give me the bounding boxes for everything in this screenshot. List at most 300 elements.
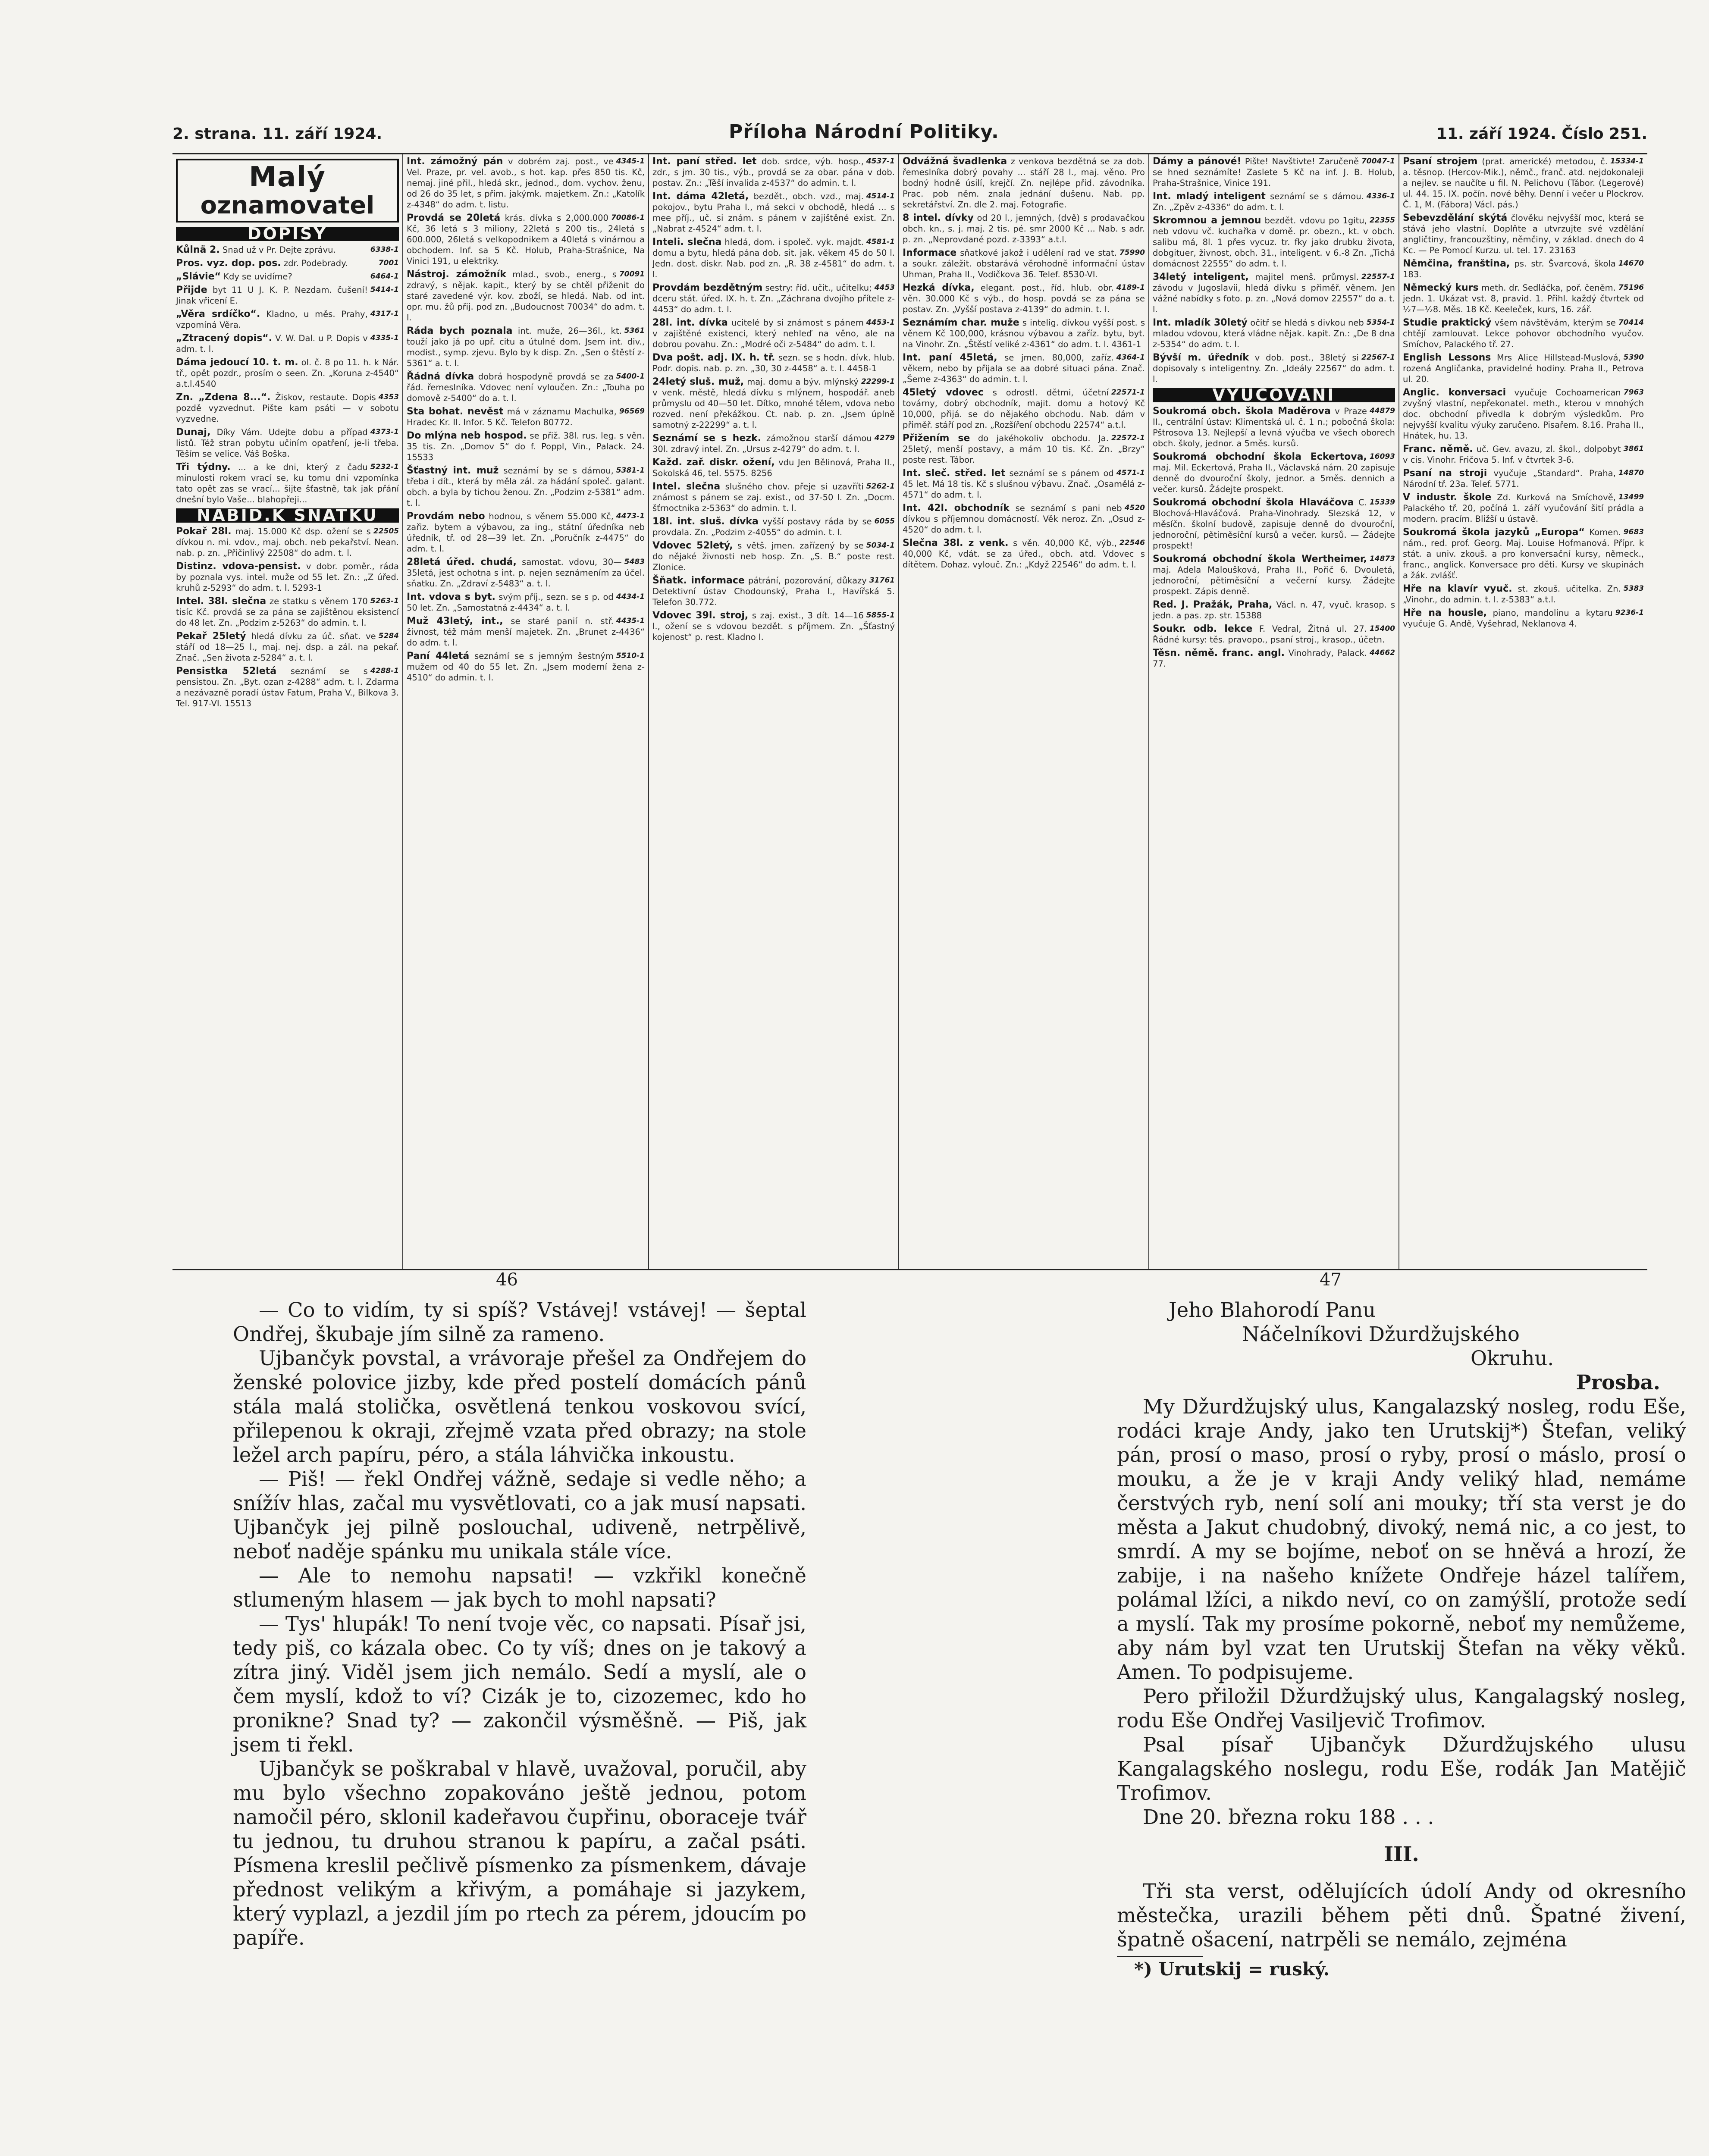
ad-text: elegant. post., říd. hlub. obr. věn. 30.000 Kč s výb., do hosp. povdá se za pána se postav. Zn. „Vyšší postava z-4139“ do admin. t. l. (903, 283, 1145, 314)
ad-text: seznámí se s jemným šestným mužem od 40 do 55 let. Zn. „Jsem moderní žena z-4510“ do admin. t. l. (407, 651, 645, 683)
ad-text: Vinohrady, Palack. 77. (1153, 648, 1367, 669)
ad-heading: Paní 44letá (407, 651, 470, 661)
ad-heading: Do mlýna neb hospod. (407, 430, 527, 441)
classified-ad (903, 248, 1145, 280)
ad-code: 13499 (1618, 493, 1644, 501)
story-paragraph: — Ale to nemohu napsati! — vzkřikl konečně stlumeným hlasem — jak bych to mohl napsati? (233, 1564, 806, 1611)
classified-ad (903, 317, 1145, 350)
classified-ad (903, 387, 1145, 430)
ad-text: v dob. post., 38letý si dopisovaly s inteligentny. Zn. „Ideály 22567“ do adm. t. l. (1153, 353, 1395, 384)
classified-ad (1403, 492, 1644, 524)
ads-column-1 (172, 154, 403, 1269)
ad-code: 75990 (1119, 248, 1145, 257)
ad-text: Žiskov, restaute. Dopis pozdě vyzvednut. Pište kam psáti — v sobotu vyzvedne. (176, 392, 399, 424)
ads-column-4 (899, 154, 1149, 1269)
ad-heading: Skromnou a jemnou (1153, 215, 1261, 226)
ad-code: 5483 (624, 558, 645, 566)
ad-code: 22299-1 (861, 377, 895, 386)
classified-ad (1153, 497, 1395, 551)
classified-ad (903, 213, 1145, 245)
ad-text: dob. srdce, výb. hosp., zdr., s jm. 30 tis., výb., provdá se za obar. pána v dob. postav. Zn.: „Těší invalida z-4537“ do admin. t. l. (652, 157, 895, 188)
ad-text: v dobr. poměr., ráda by poznala vys. intel. muže od 55 let. Zn.: „Z úřed. kruhů z-5293“ do adm. t. l. 5293-1 (176, 561, 399, 593)
classified-ad (176, 561, 399, 593)
ad-text: s intelig. dívkou vyšší post. s věnem Kč 100,000, krásnou výbavou a zaříz. bytu, byt. na Vinohr. Zn. „Štěstí veliké z-4361“ do adm. t. l. 4361-1 (903, 318, 1145, 349)
classified-ad (652, 352, 895, 374)
ad-heading: Inteli. slečna (652, 237, 722, 248)
classified-ad (176, 357, 399, 389)
ad-code: 6055 (874, 517, 895, 526)
ad-code: 5381-1 (616, 466, 645, 475)
classified-ad (1403, 213, 1644, 256)
ad-text: vdu Jen Bělinová, Praha II., Sokolská 46, tel. 5575. 8256 (652, 458, 895, 478)
ads-column-6 (1399, 154, 1647, 1269)
letter-date: Dne 20. března roku 188 . . . (1143, 1805, 1434, 1829)
classified-ad (1153, 352, 1395, 385)
ad-code: 5354-1 (1366, 318, 1395, 327)
classified-ad (903, 503, 1145, 535)
ad-code: 22355 (1369, 216, 1395, 225)
classified-ad (407, 269, 645, 323)
ads-column-2 (403, 154, 649, 1269)
ad-code: 16093 (1369, 452, 1395, 461)
ad-text: maj. Adela Maloušková, Praha II., Pořič 6. Dvouletá, jednoroční, pětiměsíční a večerní kursy. Žádejte prospekt. Zápis denně. (1153, 565, 1395, 596)
classified-ad (176, 631, 399, 663)
chapter-heading: III. (1384, 1842, 1419, 1866)
classified-ad (1153, 406, 1395, 449)
ad-text: V. W. Dal. u P. Dopis v adm. t. l. (176, 333, 368, 354)
classified-ad (1153, 554, 1395, 597)
ad-heading: Provdá se 20letá (407, 213, 501, 223)
letter-address-1: Jeho Blahorodí Panu (1169, 1298, 1376, 1322)
ad-heading: Slečna 38l. z venk. (903, 538, 1009, 548)
ad-text: se přiž. 38l. rus. leg. s věn. 35 tis. Zn. „Domov 5“ do f. Poppl, Vin., Palack. 24. 15533 (407, 431, 645, 462)
ad-code: 5383 (1623, 584, 1644, 593)
page-number-right: 47 (1320, 1270, 1342, 1290)
ad-text: krás. dívka s 2,000.000 Kč, 36 letá s 3 miliony, 22letá s 200 tis., 24letá s 600.000, 26letá s velkopodnikem a 40letá s vinárnou a obchodem. Inf. sa 5 Kč. Holub, Praha-Strašnice, Na Vinici 191, u elektriky. (407, 213, 645, 266)
classified-ad (1153, 191, 1395, 213)
classified-ad (1153, 624, 1395, 645)
classified-ad (1153, 599, 1395, 621)
ad-heading: Kůlnä 2. (176, 244, 220, 255)
section-vyucovani: VYUČOVÁNÍ (1153, 388, 1395, 402)
ad-code: 4473-1 (616, 512, 645, 520)
ad-code: 4434-1 (616, 592, 645, 601)
ad-heading: Dunaj, (176, 427, 211, 438)
ad-code: 4189-1 (1116, 283, 1145, 292)
ads-column-3 (649, 154, 899, 1269)
ad-heading: 18l. int. sluš. dívka (652, 516, 759, 527)
story-paragraph: — Co to vidím, ty si spíš? Vstávej! vstávej! — šeptal Ondřej, škubaje jím silně za rameno. (233, 1298, 806, 1346)
ad-code: 15339 (1369, 498, 1395, 507)
ad-text: svým příj., sezn. se s p. od 50 let. Zn. „Samostatná z-4434“ a. t. l. (407, 592, 614, 613)
classified-ad (1153, 156, 1395, 188)
classified-ad (407, 326, 645, 369)
ad-text: samostat. vdovu, 30—35letá, jest ochotna s int. p. nejen seznámením za účel. sňatku. Zn. „Zdraví z-5483“ a. t. l. (407, 557, 645, 589)
classified-ad (1403, 444, 1644, 465)
ad-heading: Každ. zař. diskr. ožení, (652, 457, 775, 468)
masthead-line1: Malý (249, 161, 326, 193)
ad-heading: „Slávie“ (176, 271, 221, 282)
ad-code: 4317-1 (370, 310, 399, 318)
classified-ad (652, 191, 895, 234)
ad-text: pátrání, pozorování, důkazy Detektivní ústav Chodounský, Praha I., Havířská 5. Telefon 30.772. (652, 576, 895, 607)
letter-body: My Džurdžujský ulus, Kangalazský nosleg, rodu Eše, rodáci kraje Andy, jako ten Urutskij*) Štefan, veliký pán, prosí o maso, prosí o ryby, prosí o máslo, prosí o mouku, a že je v kraji Andy veliký hlad, nemáme čerstvých ryb, není solí ani mouky; tří sta verst je do města a Jakut chudobný, divoký, nemá nic, a co jest, to smrdí. A my se bojíme, neboť on se hněvá a hrozí, že zabije, i na našeho knížete Ondřeje házel talířem, polámal lžíci, a nikdo neví, co on zamýšlí, protože sedí a myslí. Tak my prosíme pokorně, neboť my nemůžeme, aby nám byl vzat ten Urutskij Štefan na věky věků. Amen. To podpisujeme. (1117, 1395, 1686, 1684)
classified-ad (1403, 583, 1644, 605)
ad-code: 22546 (1119, 539, 1145, 547)
ad-text: se staré panií n. stř. živnost, též mám menší majetek. Zn. „Brunet z-4436“ do adm. t. l. (407, 616, 645, 648)
ad-code: 5390 (1623, 353, 1644, 362)
ad-text: Snad už v Pr. Dejte zprávu. (222, 245, 336, 255)
classified-ad (903, 352, 1145, 385)
ad-heading: English Lessons (1403, 352, 1491, 363)
classified-ad (652, 457, 895, 479)
ad-text: ... a ke dni, který z čadu minulosti rokem vrací se, ku tomu dni vzpomínka tato opět zas se vrací... šijte šťastně, tak jak přání dnešní bylo Vaše... blahopřeji... (176, 462, 399, 505)
ad-code: 6338-1 (370, 245, 399, 254)
classified-ad (903, 433, 1145, 465)
classified-ad (652, 610, 895, 642)
ad-heading: Šťastný int. muž (407, 465, 499, 476)
ad-code: 5284 (378, 632, 399, 640)
ad-heading: Psaní na stroji (1403, 468, 1487, 479)
ads-list-5 (1153, 156, 1395, 669)
ad-code: 4373-1 (370, 428, 399, 436)
ad-code: 4435-1 (616, 617, 645, 625)
ad-heading: Int. paní střed. let (652, 156, 757, 167)
ad-text: ol. č. 8 po 11. h. k Nár. tř., opět pozdr., prosím o seen. Zn. „Koruna z-4540“ a.t.l.4540 (176, 357, 399, 389)
ad-text: majitel menš. průmysl. závodu v Jugoslavii, hledá dívku s přiměř. věnem. Jen vážné nabídky s foto. p. zn. „Nová domov 22557“ do a. t. l. (1153, 272, 1395, 314)
ad-text: maj. Mil. Eckertová, Praha II., Václavská nám. 20 zapisuje denně do dvouroční školy, jednor. a 5měs. dennich a večer. kursů. Žádejte prospekt. (1153, 463, 1395, 494)
ad-heading: Int. dáma 42letá, (652, 191, 749, 202)
page-number-left: 46 (496, 1270, 518, 1290)
classified-ad (407, 616, 645, 648)
ad-text: byt 11 U J. K. P. Nezdam. čušení! Jinak vřicení E. (176, 285, 368, 306)
ad-code: 5510-1 (616, 652, 645, 660)
ad-heading: Intel. 38l. slečna (176, 596, 267, 607)
ad-text: bezdět. vdovu po 1gitu, neb vdovu vč. kuchařka v domě. pr. obezn., kt. v obch. salibu má, 8l. 1 přes vycuz. tr. fky jako drubku života, dobgituer, živnost, obch. 31., inteligent. v 6.-8 Zn. „Tichá domácnost 22555“ do adm. t. l. (1153, 216, 1395, 269)
ad-text: Kladno, u měs. Prahy, vzpomíná Věra. (176, 309, 368, 330)
ad-code: 75196 (1618, 283, 1644, 292)
ad-heading: Soukromá obch. škola Maděrova (1153, 406, 1331, 417)
classified-ad (1153, 317, 1395, 350)
ad-heading: Provdám bezdětným (652, 282, 763, 293)
ad-text: maj. 15.000 Kč dsp. ožení se s dívkou n. mi. vdov., maj. obch. neb pekařství. Nean. nab. p. zn. „Přičinlivý 22508“ do adm. t. l. (176, 526, 399, 558)
classified-ad (652, 575, 895, 608)
ad-text: sestry: říd. učit., učitelku; dceru stát. úřed. IX. h. t. Zn. „Záchrana dvojího přítele z-4453“ do adm. t. l. (652, 283, 895, 314)
letter-address-3: Okruhu. (1471, 1347, 1554, 1370)
classified-ad (407, 651, 645, 683)
ad-heading: V industr. škole (1403, 492, 1492, 503)
ad-text: maj. domu a býv. mlýnský v venk. městě, hledá dívku s mlýnem, hospodář. aneb průmyslu od 40—50 let. Dítko, mnohé tělem, vdova nebo rozved. není překážkou. Ct. nab. p. zn. „Jsem úplně samotný z-22299“ a. t. l. (652, 377, 895, 430)
ad-heading: Anglic. konversaci (1403, 387, 1506, 398)
ad-heading: Hezká dívka, (903, 282, 975, 293)
ad-text: Komen. nám., red. prof. Georg. Maj. Louise Hofmanová. Přípr. k stát. a univ. zkouš. a pro konversační kursy, německ., franc., anglick. Konversace pro děti. Kursy ve skupinách a žák. zvlášť. (1403, 527, 1644, 580)
ad-text: seznámí by se s dámou, třeba i dít., která by měla zál. za hádání společ. galant. obch. a byla by tichou ženou. Zn. „Podzim z-5381“ adm. t. l. (407, 466, 645, 508)
ad-heading: Vdovec 52letý, (652, 540, 733, 551)
ad-heading: Sebevzdělání skýtá (1403, 213, 1508, 223)
classified-ad (1403, 317, 1644, 350)
ad-text: Kdy se uvidíme? (223, 272, 292, 282)
classified-ad (1153, 451, 1395, 495)
ad-text: s větš. jmen. zařízený by se do nějaké živnosti neb hosp. Zn. „S. B.“ poste rest. Zlonice. (652, 541, 895, 572)
section-dopisy: DOPISY (176, 227, 399, 241)
footnote: *) Urutskij = ruský. (1134, 1959, 1330, 1980)
classified-ad (1403, 608, 1644, 629)
letter-address-2: Náčelníkovi Džurdžujského (1242, 1322, 1520, 1346)
ad-code: 4335-1 (370, 334, 399, 342)
classified-ad (176, 309, 399, 330)
classified-ad (1153, 215, 1395, 269)
classified-ad (1153, 272, 1395, 315)
ad-text: do jakéhokoliv obchodu. Ja. 25letý, menší postavy, a mám 10 tis. Kč. Zn. „Brzy“ poste rest. Tábor. (903, 433, 1145, 465)
ad-heading: „Věra srdíčko“. (176, 309, 260, 320)
ad-heading: Franc. němě. (1403, 444, 1473, 454)
classified-ad (176, 392, 399, 424)
ad-heading: Pokař 28l. (176, 526, 232, 537)
ad-text: vyučuje „Standard“. Praha, Národní tř. 23a. Telef. 5771. (1403, 468, 1616, 489)
ad-text: má v záznamu Machulka, Hradec Kr. II. Infor. 5 Kč. Telefon 80772. (407, 407, 617, 427)
ad-text: mlad., svob., energ., s zdravý, s nějak. kapit., který by se chtěl přiženit do staré zavedené výr. kov. zboží, se hledá. Nab. od int. opr. mu. žů přij. pod zn. „Budoucnost 70034“ do adm. t. l. (407, 270, 645, 323)
ad-heading: 28l. int. dívka (652, 317, 728, 328)
ad-text: zámožnou starší dámou 30l. zdravý intel. Zn. „Ursus z-4279“ do adm. t. l. (652, 433, 872, 454)
ad-text: zdr. Podebrady. (283, 258, 348, 268)
ad-heading: 45letý vdovec (903, 387, 984, 398)
ad-code: 4453 (874, 283, 895, 292)
ad-text: ze statku s věnem 170 tisíc Kč. provdá se za pána se zajištěnou eksistencí do 48 let. Zn. „Podzim z-5263“ do admin. t. l. (176, 596, 399, 628)
ad-code: 22571-1 (1111, 388, 1145, 397)
header-right: 11. září 1924. Číslo 251. (1436, 125, 1647, 143)
ad-text: Zd. Kurková na Smíchově, Palackého tř. 20, počíná 1. září vyučování šití prádla a modern. pracím. Bližší u ústavě. (1403, 492, 1644, 524)
ad-text: hledá, dom. i společ. vyk. majdt. domu a bytu, hledá pána dob. sit. jak. věkem 45 do 50 l. Jedn. dost. diskr. Nab. pod zn. „R. 38 z-4581“ do adm. t. l. (652, 237, 895, 279)
ad-heading: Int. sleč. střed. let (903, 468, 1006, 479)
classified-ad (652, 433, 895, 454)
ad-code: 22572-1 (1111, 434, 1145, 442)
ad-code: 14873 (1369, 555, 1395, 563)
classified-ad (407, 406, 645, 428)
ad-code: 5400-1 (616, 372, 645, 381)
ad-code: 5361 (624, 326, 645, 335)
ad-heading: Tři týdny. (176, 462, 231, 473)
ad-code: 44879 (1369, 407, 1395, 415)
ad-text: C. Blochová-Hlaváčová. Praha-Vinohrady. Slezská 12, v měsíčn. školní budově, zapisuje denně do dvouroční, jednoroční, pětiměsíční kursů a večer. kursů. — Žádejte prospekt! (1153, 498, 1395, 551)
classified-ad (1403, 352, 1644, 385)
classified-ad (1403, 468, 1644, 489)
ad-code: 5414-1 (370, 285, 399, 294)
ad-text: Mrs Alice Hillstead-Muslová, rozená Angličanka, pravidelné hodiny. Praha II., Petrova ul. 20. (1403, 353, 1644, 384)
ad-text: int. muže, 26—36l., kt. touží jako já po upř. citu a útulné dom. Jsem int. div., modist., symp. zjevu. Bylo by k disp. Zn. „Sen o štěstí z-5361“ a. t. l. (407, 326, 645, 368)
ad-text: seznámí se s dámou. Zn. „Zpěv z-4336“ do adm. t. l. (1153, 191, 1364, 212)
classified-ad (176, 244, 399, 255)
ad-text: hledá dívku za úč. sňat. ve stáří od 18—25 l., maj. nej. dsp. a zál. na pekař. Znač. „Sen života z-5284“ a. t. l. (176, 631, 399, 663)
ad-heading: Řádná dívka (407, 371, 474, 382)
ad-text: Díky Vám. Udejte dobu a případ listů. Též stran pobytu učiním opatření, je-li třeba. Těším se velice. Váš Boška. (176, 427, 399, 459)
header-left: 2. strana. 11. září 1924. (172, 125, 383, 143)
ads-list-2 (407, 156, 645, 683)
classified-ad (407, 371, 645, 404)
ad-code: 44662 (1369, 649, 1395, 657)
ad-heading: Pros. vyz. dop. pos. (176, 258, 281, 269)
ad-text: ps. str. Švarcová, škola 183. (1403, 259, 1616, 279)
ad-text: meth. dr. Sedláčka, poř. čeněm. jedn. 1. Ukázat vst. 8, pravid. 1. Přihl. každý čtvrtek od ½7—½8. Měs. 18 Kč. Keeleček, kurs, 16. zář. (1403, 283, 1644, 314)
classified-ad (407, 465, 645, 508)
ad-heading: Soukromá škola jazyků „Europa“ (1403, 527, 1585, 538)
ad-heading: Němčina, franština, (1403, 258, 1510, 269)
ad-text: sezn. se s hodn. dívk. hlub. Podr. dopis. nab. p. zn. „30, 30 z-4458“ a. t. l. 4458-1 (652, 353, 895, 373)
classified-ad (652, 376, 895, 430)
ad-heading: Pekař 25letý (176, 631, 246, 642)
ad-text: bezdět., obch. vzd., maj. pokojov., bytu Praha I., má sekci v obchodě, hledá ... s mee příj., uč. si znám. s pánem v zajištěné exist. Zn. „Nabrat z-4524“ adm. t. l. (652, 191, 895, 234)
ad-code: 22557-1 (1361, 273, 1395, 281)
ad-code: 14670 (1618, 259, 1644, 268)
ad-code: 4520 (1124, 504, 1145, 512)
classified-ad (407, 557, 645, 589)
ad-heading: Studie praktický (1403, 317, 1492, 328)
ad-code: 4364-1 (1116, 353, 1145, 362)
ad-text: (prat. americké) metodou, č. a. těsnop. (Hercov-Mik.), němč., franč. atd. nejdokonaleji a nejlev. se naučíte u fil. N. Pelichovu (Tábor. (Legerové) ul. 44. 15. IX. počín. nové běhy. Denní i večer u Plockrov. Č. 1, M. (Fábora) Václ. pás.) (1403, 157, 1644, 210)
classified-ad (176, 333, 399, 354)
header-center: Příloha Národní Politiky. (729, 121, 999, 143)
classified-ad (652, 282, 895, 315)
ad-code: 4345-1 (616, 157, 645, 166)
ad-text: v Praze II., centrální ústav: Klimentská ul. č. 1 n.; pobočná škola: Pštrosova 13. Nejlepší a levná výučba ve všech oborech obch. školy, jednor. a 5měs. kursů. (1153, 406, 1395, 448)
ads-list-1 (176, 244, 399, 709)
ad-heading: „Ztracený dopis“. (176, 333, 273, 344)
ad-code: 4288-1 (370, 667, 399, 675)
ad-code: 15400 (1369, 624, 1395, 633)
classified-ad (1153, 648, 1395, 669)
ad-text: st. zkouš. učitelka. Zn. „Vinohr., do admin. t. l. z-5383“ a.t.l. (1403, 584, 1621, 605)
ad-text: dobrá hospodyně provdá se za řád. řemeslníka. Vdovec není vyloučen. Zn.: „Touha po domově z-5400“ do a. t. l. (407, 372, 645, 403)
ad-heading: Int. paní 45letá, (903, 352, 997, 363)
ad-text: seznámí se s pensistou. Zn. „Byt. ozan z-4288“ adm. t. l. Zdarma a nezávazně poradí ústav Fatum, Praha V., Bilkova 3. Tel. 917-VI. 15513 (176, 666, 399, 708)
ad-code: 70414 (1618, 318, 1644, 327)
classified-ad (903, 538, 1145, 570)
ad-heading: 24letý sluš. muž, (652, 376, 744, 387)
ad-heading: Šňatk. informace (652, 575, 745, 586)
ad-heading: Hře na klavír vyuč. (1403, 583, 1512, 594)
story-right (1117, 1298, 1686, 1981)
ad-code: 5034-1 (866, 541, 895, 550)
story-paragraph: — Piš! — řekl Ondřej vážně, sedaje si vedle něho; a snížív hlas, začal mu vysvětlovati, co a jak musí napsati. Ujbančyk jej pilně poslouchal, udiveně, netrpělivě, neboť naděje spánku mu unikala stále více. (233, 1467, 806, 1563)
ad-heading: Zn. „Zdena 8...“. (176, 392, 271, 403)
ad-heading: Int. zámožný pán (407, 156, 503, 167)
ads-column-5 (1149, 154, 1399, 1269)
ad-heading: Int. mladý inteligent (1153, 191, 1266, 202)
ad-text: slušného chov. přeje si uzavříti známost s pánem se zaj. exist., od 37-50 l. Zn. „Docm. šťrnoctnika z-5363“ do admin. t. l. (652, 482, 895, 513)
ad-heading: Dáma jedoucí 10. t. m. (176, 357, 298, 368)
ad-code: 15334-1 (1610, 157, 1644, 166)
ad-heading: 8 intel. dívky (903, 213, 974, 223)
ad-code: 14870 (1618, 469, 1644, 477)
ad-heading: Soukromá obchodní škola Hlaváčova (1153, 497, 1354, 508)
classified-ad (407, 430, 645, 463)
ad-code: 7001 (378, 259, 399, 267)
ad-heading: Přijde (176, 285, 207, 295)
ad-heading: Int. 42l. obchodník (903, 503, 1010, 514)
ad-code: 5855-1 (866, 611, 895, 620)
page-header (172, 116, 1647, 151)
story-paragraph: Ujbančyk povstal, a vrávoraje přešel za Ondřejem do ženské polovice jizby, kde před postelí domácích pánů stála malá stolička, osvětlená tenkou voskovou svící, přilepenou k okraji, zřejmě vzata před obrazy; na stole ležel arch papíru, péro, a stála láhvička inkoustu. (233, 1347, 806, 1467)
ad-text: seznámí se s pánem od 45 let. Má 18 tis. Kč s slušnou výbavu. Znač. „Osamělá z-4571“ do adm. t. l. (903, 468, 1145, 500)
classified-ad (903, 282, 1145, 315)
classified-ad (176, 427, 399, 459)
ad-text: sňatkové jakož i udělení rad ve stat. a soukr. záležit. obstarává věrohodně informační ústav Uhman, Praha II., Vodičkova 36. Telef. 8530-VI. (903, 248, 1145, 279)
classified-ad (176, 666, 399, 709)
ad-heading: Odvážná švadlenka (903, 156, 1007, 167)
ad-heading: Intel. slečna (652, 481, 721, 492)
ad-heading: Německý kurs (1403, 282, 1479, 293)
ad-code: 9683 (1623, 528, 1644, 536)
ad-text: s věn. 40,000 Kč, výb., 40,000 Kč, vdát. se za úřed., obch. atd. Vdovec s dítětem. Dohaz. vylouč. Zn.: „Když 22546“ do adm. t. l. (903, 538, 1145, 570)
ads-list-6 (1403, 156, 1644, 629)
masthead-line2: oznamovatel (200, 191, 375, 219)
ad-text: očitř se hledá s divkou neb mladou vdovou, která vládne nějak. kapit. Zn.: „De 8 dna z-5354“ do adm. t. l. (1153, 318, 1395, 349)
ad-heading: Psaní strojem (1403, 156, 1478, 167)
ad-heading: Soukr. odb. lekce (1153, 624, 1253, 634)
classified-ad (1403, 156, 1644, 210)
ad-heading: Vdovec 39l. stroj, (652, 610, 749, 621)
ad-code: 4336-1 (1366, 192, 1395, 201)
classified-ad (176, 258, 399, 269)
classified-ad (407, 592, 645, 613)
classified-ad (176, 526, 399, 558)
ad-code: 6464-1 (370, 272, 399, 281)
ad-heading: Int. vdova s byt. (407, 592, 495, 602)
ad-text: F. Vedral, Žitná ul. 27. Řádné kursy: těs. pravopo., psaní stroj., krasop., účetn. (1153, 624, 1385, 645)
letter-body: Psal písař Ujbančyk Džurdžujského ulusu Kangalagského noslegu, rodu Eše, rodák Jan Matějič Trofimov. (1117, 1733, 1686, 1805)
ad-text: se jmen. 80,000, zaříz. věkem, nebo by přijala se aa dobré situaci pána. Znač. „Šeme z-4363“ do admin. t. l. (903, 353, 1145, 384)
classified-ad (903, 156, 1145, 210)
ad-code: 70047-1 (1361, 157, 1395, 166)
ad-text: Václ. n. 47, vyuč. krasop. s jedn. a pas. zp. str. 15388 (1153, 600, 1395, 620)
classified-ad (1403, 387, 1644, 441)
ad-code: 7963 (1623, 388, 1644, 397)
ad-heading: Informace (903, 248, 957, 258)
classified-ad (176, 271, 399, 282)
ad-code: 4571-1 (1116, 469, 1145, 477)
ad-text: Pište! Navštivte! Zaručeně se hned seznámíte! Zaslete 5 Kč na inf. J. B. Holub, Praha-Strašnice, Vinice 191. (1153, 157, 1395, 188)
ad-code: 4537-1 (866, 157, 895, 166)
ad-code: 5263-1 (370, 597, 399, 605)
ad-code: 22505 (373, 527, 399, 536)
ad-code: 96569 (619, 407, 645, 416)
ad-text: se seznámí s pani neb dívkou s příjemnou domácností. Věk neroz. Zn. „Osud z-4520“ do adm. t. l. (903, 503, 1145, 535)
ad-text: s zaj. exist., 3 dít. 14—16 l., ožení se s vdovou bezdět. s příjmem. Zn. „Šťastný kojenost“ p. rest. Kladno I. (652, 611, 895, 642)
ad-heading: Bývší m. úředník (1153, 352, 1249, 363)
classified-ad (652, 481, 895, 514)
classified-ad (1403, 282, 1644, 315)
ad-text: z venkova bezdětná se za dob. řemeslníka dobrý povahy ... stáří 28 l., maj. věno. Pro bodný hodně úsilí, krejčí. Zn. nejlépe přid. závodníka. Prac. pob něm. znala jednání dušenu. Nab. pp. sekretářství. Zn. dle 2. maj. Fotografie. (903, 157, 1145, 210)
story-paragraph: Tři sta verst, odělujících údolí Andy od okresního městečka, urazili během pěti dnů. Špatné živení, špatně ošacení, natrpěli se nemálo, zejména (1117, 1880, 1686, 1951)
ad-heading: Přižením se (903, 433, 970, 444)
ad-heading: Soukromá obchodní škola Wertheimer, (1153, 554, 1367, 564)
ad-heading: Soukromá obchodní škola Eckertova, (1153, 451, 1367, 462)
ad-heading: Nástroj. zámožník (407, 269, 506, 280)
classified-ad (652, 156, 895, 188)
classified-ad (652, 237, 895, 280)
classified-ad (903, 468, 1145, 500)
masthead (176, 159, 399, 222)
classified-ad (652, 540, 895, 573)
ads-list-3 (652, 156, 895, 642)
ad-heading: Provdám nebo (407, 511, 485, 522)
ad-text: uč. Gev. avazu, zl. škol., dolpobyt v cis. Vinohr. Fričova 5. Inf. v čtvrtek 3-6. (1403, 444, 1621, 465)
ad-code: 5262-1 (866, 482, 895, 491)
ad-heading: Pensistka 52letá (176, 666, 277, 677)
ad-code: 70091 (619, 270, 645, 279)
classified-ad (652, 516, 895, 538)
ad-heading: Muž 43letý, int., (407, 616, 503, 627)
letter-title: Prosba. (1576, 1370, 1660, 1394)
